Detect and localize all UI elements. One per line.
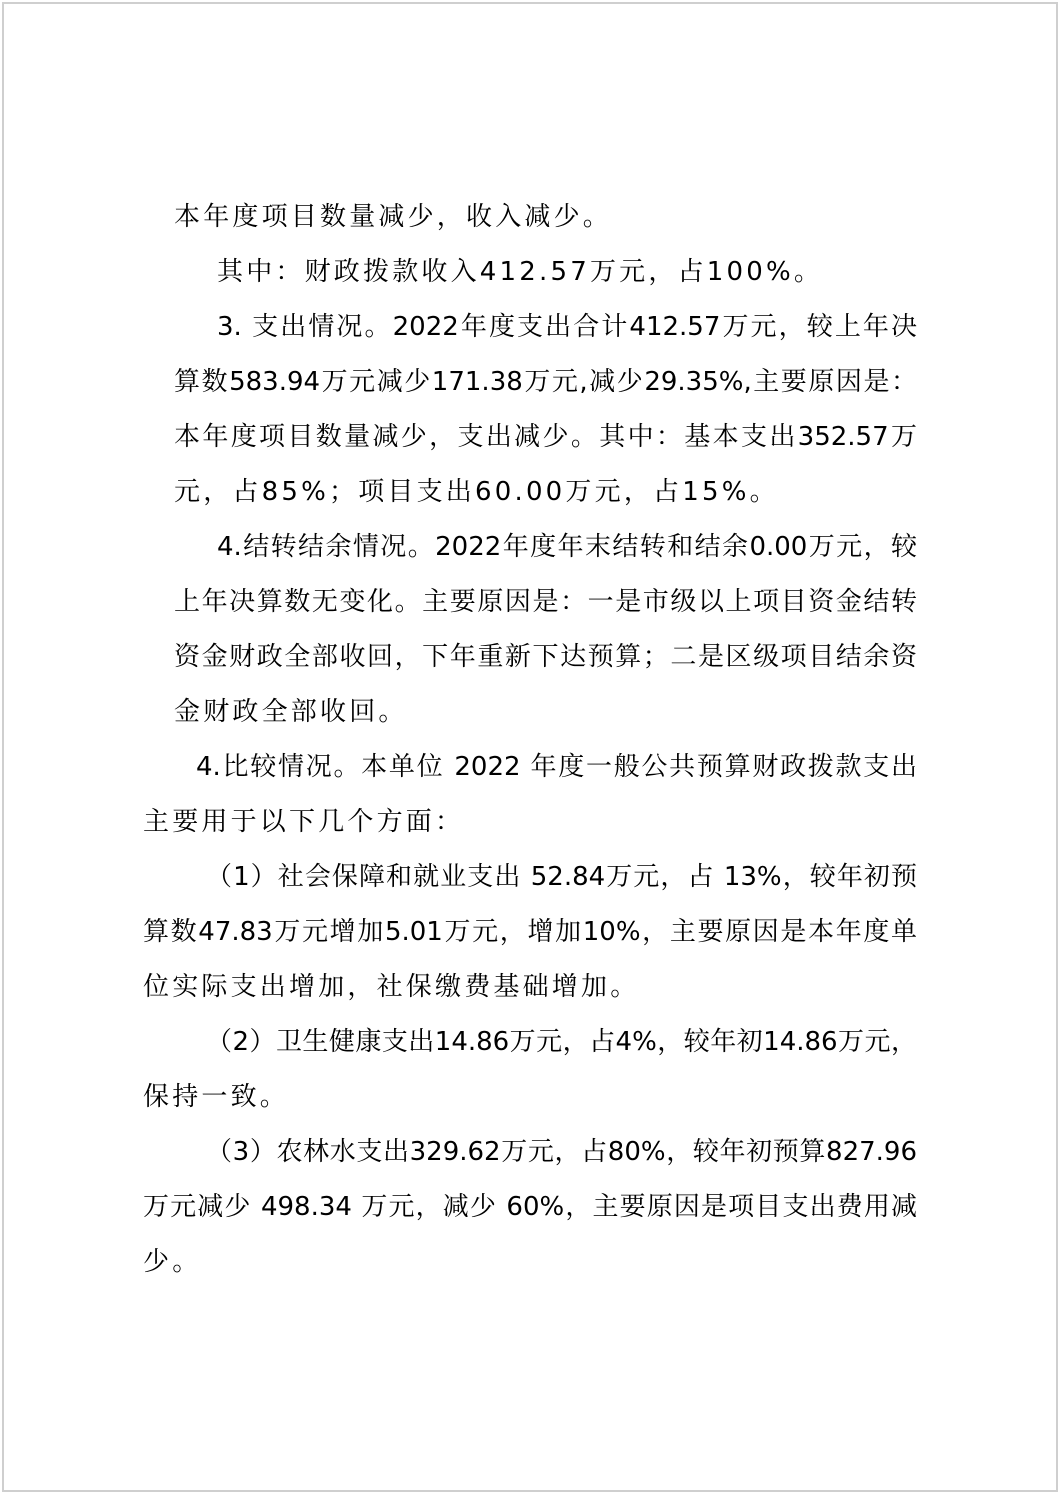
text-line-3: 3. 支出情况。2022年度支出合计412.57万元，较上年决 bbox=[217, 312, 917, 342]
text-line-15: 位实际支出增加，社保缴费基础增加。 bbox=[143, 972, 640, 1002]
text-line-18: （3）农林水支出329.62万元，占80%，较年初预算827.96 bbox=[206, 1137, 917, 1167]
text-line-17: 保持一致。 bbox=[143, 1082, 290, 1112]
text-line-16: （2）卫生健康支出14.86万元，占4%，较年初14.86万元， bbox=[206, 1027, 917, 1057]
text-line-12: 主要用于以下几个方面： bbox=[143, 807, 465, 837]
text-line-19: 万元减少 498.34 万元，减少 60%，主要原因是项目支出费用减 bbox=[143, 1192, 917, 1222]
text-line-4: 算数583.94万元减少171.38万元,减少29.35%,主要原因是： bbox=[174, 367, 917, 397]
text-line-6: 元，占85%；项目支出60.00万元，占15%。 bbox=[174, 477, 779, 507]
text-line-1: 本年度项目数量减少，收入减少。 bbox=[174, 202, 613, 232]
text-line-11: 4.比较情况。本单位 2022 年度一般公共预算财政拨款支出 bbox=[196, 752, 917, 782]
text-line-9: 资金财政全部收回，下年重新下达预算；二是区级项目结余资 bbox=[174, 642, 917, 672]
text-line-8: 上年决算数无变化。主要原因是：一是市级以上项目资金结转 bbox=[174, 587, 917, 617]
text-line-10: 金财政全部收回。 bbox=[174, 697, 408, 727]
text-line-5: 本年度项目数量减少，支出减少。其中：基本支出352.57万 bbox=[174, 422, 917, 452]
text-line-20: 少。 bbox=[143, 1247, 202, 1277]
text-line-14: 算数47.83万元增加5.01万元，增加10%，主要原因是本年度单 bbox=[143, 917, 917, 947]
text-line-13: （1）社会保障和就业支出 52.84万元，占 13%，较年初预 bbox=[206, 862, 917, 892]
text-line-2: 其中：财政拨款收入412.57万元，占100%。 bbox=[217, 257, 824, 287]
text-line-7: 4.结转结余情况。2022年度年末结转和结余0.00万元，较 bbox=[217, 532, 917, 562]
